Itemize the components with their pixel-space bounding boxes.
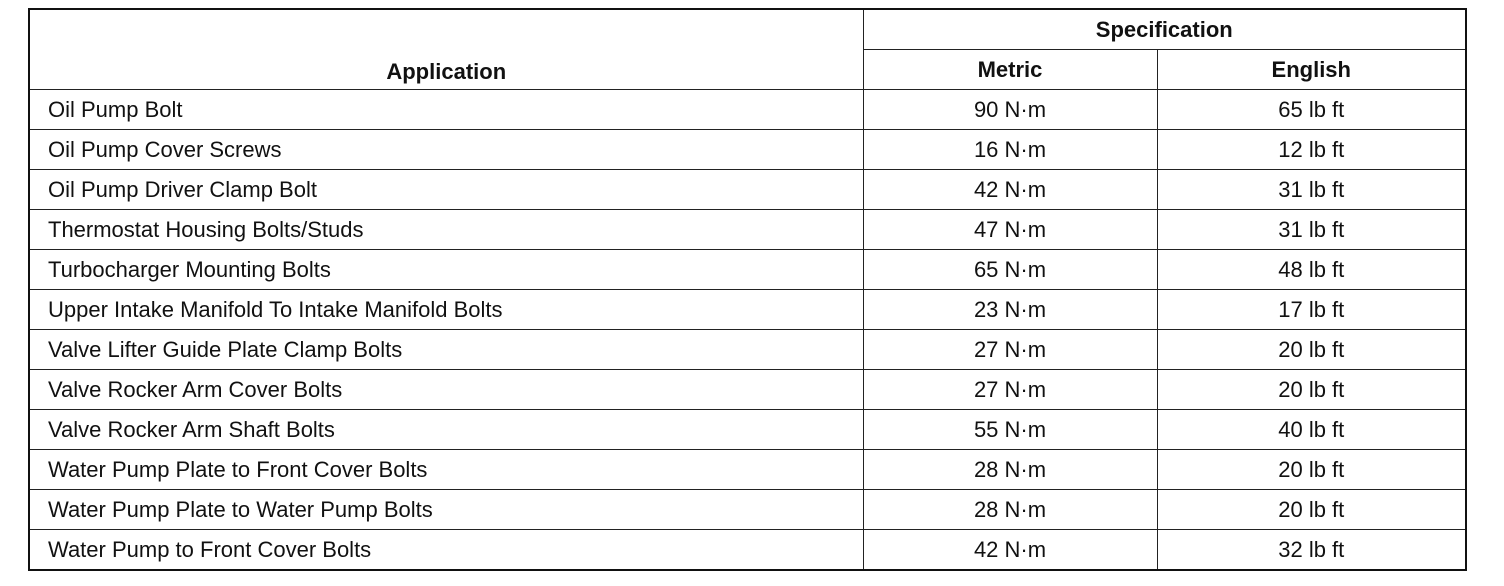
metric-cell: 23 N·m [863, 290, 1157, 330]
english-cell: 40 lb ft [1157, 410, 1466, 450]
metric-cell: 16 N·m [863, 130, 1157, 170]
application-cell: Oil Pump Bolt [29, 90, 863, 130]
application-cell: Valve Lifter Guide Plate Clamp Bolts [29, 330, 863, 370]
table-row [29, 450, 1466, 490]
application-cell: Water Pump Plate to Front Cover Bolts [29, 450, 863, 490]
table-row [29, 170, 1466, 210]
specification-header: Specification [863, 9, 1466, 50]
application-cell: Turbocharger Mounting Bolts [29, 250, 863, 290]
table-row [29, 210, 1466, 250]
table-row [29, 290, 1466, 330]
table-row [29, 530, 1466, 571]
metric-cell: 28 N·m [863, 490, 1157, 530]
application-cell: Water Pump Plate to Water Pump Bolts [29, 490, 863, 530]
metric-cell: 90 N·m [863, 90, 1157, 130]
metric-cell: 65 N·m [863, 250, 1157, 290]
table-row [29, 130, 1466, 170]
application-cell: Oil Pump Driver Clamp Bolt [29, 170, 863, 210]
english-cell: 12 lb ft [1157, 130, 1466, 170]
english-cell: 65 lb ft [1157, 90, 1466, 130]
table-row [29, 370, 1466, 410]
application-cell: Thermostat Housing Bolts/Studs [29, 210, 863, 250]
fastener-spec-table [28, 8, 1467, 571]
english-cell: 17 lb ft [1157, 290, 1466, 330]
metric-cell: 28 N·m [863, 450, 1157, 490]
application-cell: Valve Rocker Arm Cover Bolts [29, 370, 863, 410]
table-row [29, 330, 1466, 370]
metric-cell: 42 N·m [863, 530, 1157, 571]
table-row [29, 490, 1466, 530]
application-header: Application [29, 9, 863, 90]
english-cell: 20 lb ft [1157, 330, 1466, 370]
table-row [29, 250, 1466, 290]
english-cell: 20 lb ft [1157, 490, 1466, 530]
application-cell: Water Pump to Front Cover Bolts [29, 530, 863, 571]
application-cell: Oil Pump Cover Screws [29, 130, 863, 170]
metric-cell: 47 N·m [863, 210, 1157, 250]
english-header: English [1157, 50, 1466, 90]
application-cell: Valve Rocker Arm Shaft Bolts [29, 410, 863, 450]
header-row-top [29, 9, 1466, 50]
metric-cell: 27 N·m [863, 370, 1157, 410]
application-cell: Upper Intake Manifold To Intake Manifold Bolts [29, 290, 863, 330]
metric-cell: 55 N·m [863, 410, 1157, 450]
english-cell: 32 lb ft [1157, 530, 1466, 571]
english-cell: 20 lb ft [1157, 450, 1466, 490]
english-cell: 31 lb ft [1157, 210, 1466, 250]
metric-cell: 42 N·m [863, 170, 1157, 210]
table-row [29, 90, 1466, 130]
metric-cell: 27 N·m [863, 330, 1157, 370]
english-cell: 31 lb ft [1157, 170, 1466, 210]
table-row [29, 410, 1466, 450]
english-cell: 48 lb ft [1157, 250, 1466, 290]
english-cell: 20 lb ft [1157, 370, 1466, 410]
metric-header: Metric [863, 50, 1157, 90]
